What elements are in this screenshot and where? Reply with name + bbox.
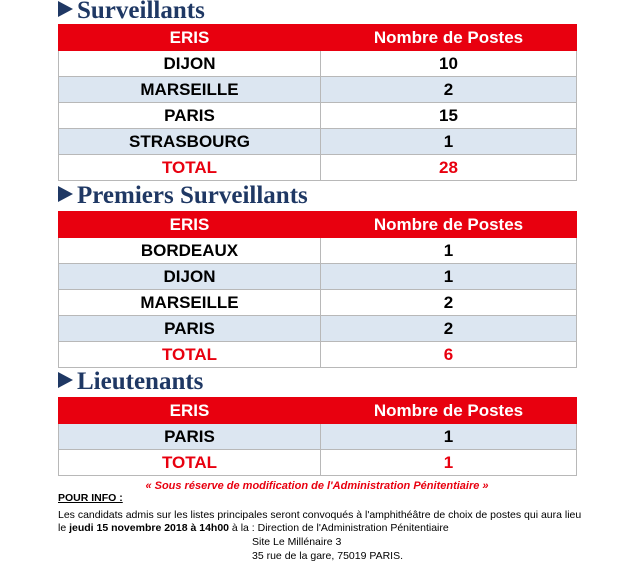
cell-postes: 2	[321, 316, 577, 342]
section-title-surveillants: Surveillants	[58, 0, 205, 24]
table-row	[59, 424, 577, 450]
table-row	[59, 129, 577, 155]
address-line-1: Site Le Millénaire 3	[252, 536, 342, 548]
table-row	[59, 103, 577, 129]
info-text-line-1: Les candidats admis sur les listes principales seront convoqués à l'amphithéâtre de choix de postes qui aura lieu	[58, 509, 582, 521]
table-row	[59, 264, 577, 290]
triangle-bullet-icon	[58, 1, 73, 17]
triangle-bullet-icon	[58, 372, 73, 388]
header-postes: Nombre de Postes	[321, 398, 577, 424]
table-row	[59, 51, 577, 77]
table-header	[59, 398, 577, 424]
info-text-line-2: le jeudi 15 novembre 2018 à 14h00 à la : Direction de l'Administration Pénitentiaire	[58, 522, 449, 534]
reserve-note: « Sous réserve de modification de l'Administration Pénitentiaire »	[145, 480, 489, 492]
table-header	[59, 25, 577, 51]
cell-eris: MARSEILLE	[59, 290, 321, 316]
cell-eris: PARIS	[59, 316, 321, 342]
table-header	[59, 212, 577, 238]
table-row	[59, 77, 577, 103]
total-value: 1	[321, 450, 577, 476]
total-row	[59, 450, 577, 476]
total-value: 28	[321, 155, 577, 181]
info-title: POUR INFO :	[58, 492, 123, 504]
cell-postes: 2	[321, 77, 577, 103]
header-postes: Nombre de Postes	[321, 212, 577, 238]
cell-eris: PARIS	[59, 424, 321, 450]
total-label: TOTAL	[59, 155, 321, 181]
cell-eris: DIJON	[59, 264, 321, 290]
section-title-lieutenants: Lieutenants	[58, 369, 203, 395]
cell-eris: PARIS	[59, 103, 321, 129]
total-value: 6	[321, 342, 577, 368]
cell-eris: DIJON	[59, 51, 321, 77]
header-eris: ERIS	[59, 398, 321, 424]
cell-postes: 1	[321, 129, 577, 155]
cell-eris: MARSEILLE	[59, 77, 321, 103]
table-row	[59, 238, 577, 264]
table-lieutenants	[58, 397, 577, 476]
cell-postes: 1	[321, 264, 577, 290]
table-premiers-surveillants	[58, 211, 577, 368]
total-label: TOTAL	[59, 450, 321, 476]
convocation-date: jeudi 15 novembre 2018 à 14h00	[69, 522, 230, 534]
cell-postes: 10	[321, 51, 577, 77]
cell-postes: 1	[321, 238, 577, 264]
total-row	[59, 155, 577, 181]
cell-eris: BORDEAUX	[59, 238, 321, 264]
cell-postes: 1	[321, 424, 577, 450]
cell-eris: STRASBOURG	[59, 129, 321, 155]
header-eris: ERIS	[59, 25, 321, 51]
triangle-bullet-icon	[58, 186, 73, 202]
table-row	[59, 290, 577, 316]
address-line-2: 35 rue de la gare, 75019 PARIS.	[252, 550, 403, 562]
total-row	[59, 342, 577, 368]
table-surveillants	[58, 24, 577, 181]
header-postes: Nombre de Postes	[321, 25, 577, 51]
cell-postes: 15	[321, 103, 577, 129]
header-eris: ERIS	[59, 212, 321, 238]
total-label: TOTAL	[59, 342, 321, 368]
table-row	[59, 316, 577, 342]
section-title-premiers-surveillants: Premiers Surveillants	[58, 183, 308, 209]
cell-postes: 2	[321, 290, 577, 316]
